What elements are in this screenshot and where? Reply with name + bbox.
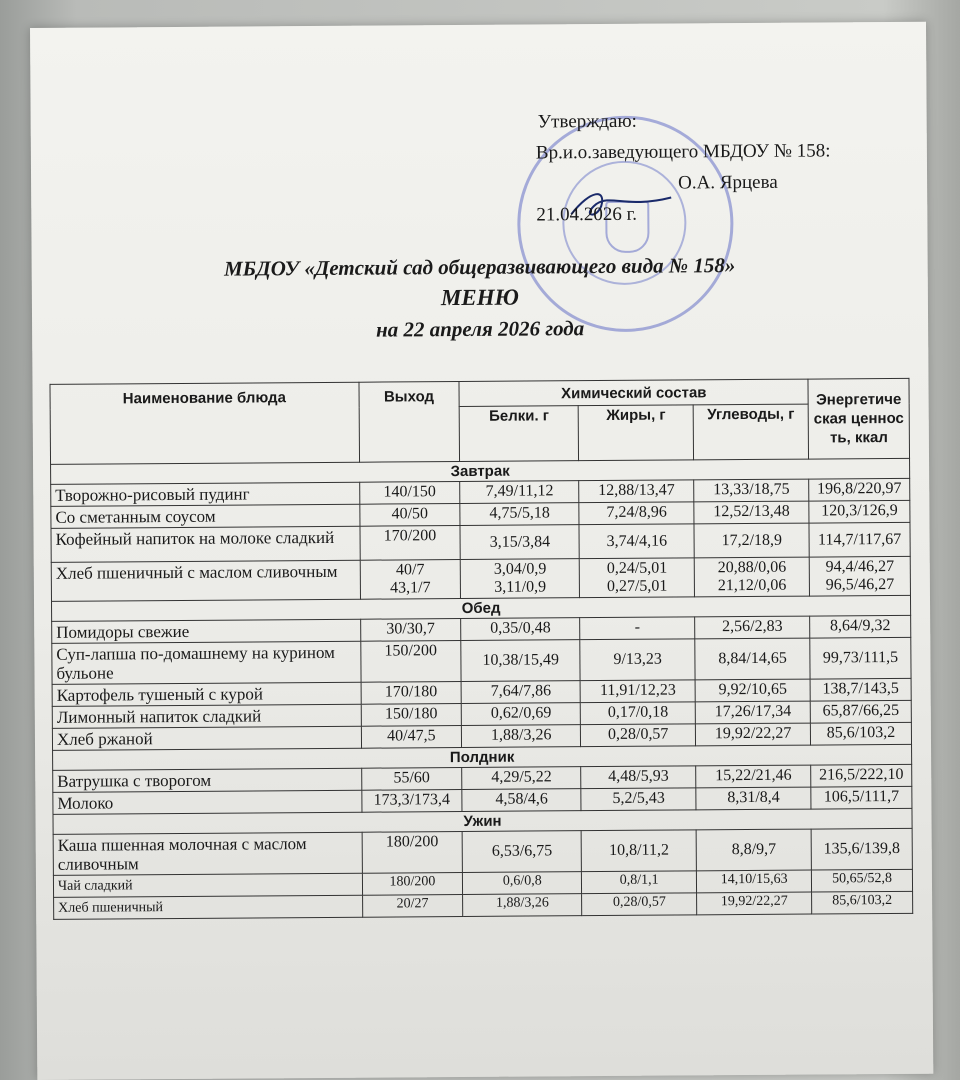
header-carbs: Углеводы, г: [693, 404, 808, 460]
cell-energy: 8,64/9,32: [810, 615, 911, 638]
cell-fat: 10,8/11,2: [581, 830, 696, 872]
approval-block: [536, 104, 831, 230]
cell-fat: 4,48/5,93: [581, 766, 696, 789]
cell-output: 170/180: [361, 682, 462, 705]
table-row: [54, 891, 913, 919]
approval-signer: О.А. Ярцева: [678, 171, 778, 194]
table-row: [53, 828, 912, 875]
cell-name: Лимонный напиток сладкий: [52, 704, 361, 728]
cell-name: Творожно-рисовый пудинг: [51, 482, 360, 506]
cell-carbs: 8,31/8,4: [696, 787, 811, 810]
cell-protein: 0,35/0,48: [461, 618, 580, 641]
cell-name: Чай сладкий: [53, 873, 362, 897]
cell-name: Молоко: [53, 790, 362, 814]
cell-output: 55/60: [361, 768, 462, 791]
cell-carbs: 19,92/22,27: [697, 892, 812, 915]
cell-output: 30/30,7: [360, 619, 461, 642]
cell-energy: 106,5/111,7: [811, 786, 912, 809]
cell-energy: 138,7/143,5: [810, 678, 911, 701]
approval-line2: Вр.и.о.заведующего МБДОУ № 158:: [535, 140, 831, 164]
cell-output: 180/200: [362, 832, 463, 874]
cell-name: Ватрушка с творогом: [53, 768, 362, 792]
cell-energy: 85,6/103,2: [810, 722, 911, 745]
cell-energy: 50,65/52,8: [812, 869, 913, 892]
cell-fat: 0,24/5,01 0,27/5,01: [579, 558, 694, 598]
cell-carbs: 17,2/18,9: [694, 523, 809, 558]
menu-table: [49, 378, 913, 920]
cell-energy: 114,7/117,67: [809, 522, 910, 557]
cell-output: 150/200: [360, 641, 461, 683]
cell-protein: 3,15/3,84: [460, 525, 579, 560]
cell-fat: 0,17/0,18: [581, 702, 696, 725]
menu-body: [51, 458, 913, 919]
cell-protein: 7,64/7,86: [461, 681, 580, 704]
cell-carbs: 12,52/13,48: [694, 501, 809, 524]
cell-energy: 85,6/103,2: [812, 891, 913, 914]
cell-carbs: 8,84/14,65: [695, 638, 810, 680]
cell-fat: 7,24/8,96: [579, 502, 694, 525]
cell-fat: 11,91/12,23: [580, 680, 695, 703]
header-protein: Белки. г: [459, 406, 578, 462]
cell-name: Хлеб ржаной: [52, 726, 361, 750]
cell-fat: 9/13,23: [580, 639, 695, 681]
header-energy: Энергетическая ценность, ккал: [808, 378, 909, 459]
cell-name: Хлеб пшеничный с маслом сливочным: [51, 560, 360, 601]
cell-carbs: 2,56/2,83: [695, 616, 810, 639]
cell-fat: 5,2/5,43: [581, 788, 696, 811]
header-output: Выход: [358, 382, 459, 463]
cell-name: Каша пшенная молочная с маслом сливочным: [53, 832, 362, 875]
cell-output: 40/47,5: [361, 726, 462, 749]
table-row: [51, 556, 910, 601]
cell-name: Кофейный напиток на молоке сладкий: [51, 526, 360, 562]
document-sheet: [30, 22, 933, 1080]
cell-name: Помидоры свежие: [52, 619, 361, 643]
cell-output: 173,3/173,4: [361, 790, 462, 813]
cell-energy: 99,73/111,5: [810, 637, 911, 679]
cell-energy: 65,87/66,25: [810, 700, 911, 723]
cell-protein: 1,88/3,26: [462, 725, 581, 748]
cell-name: Картофель тушеный с курой: [52, 682, 361, 706]
cell-energy: 135,6/139,8: [811, 828, 912, 870]
cell-protein: 3,04/0,9 3,11/0,9: [461, 559, 580, 599]
cell-carbs: 9,92/10,65: [695, 679, 810, 702]
cell-fat: 0,28/0,57: [581, 724, 696, 747]
cell-protein: 10,38/15,49: [461, 640, 580, 682]
cell-fat: 0,28/0,57: [582, 893, 697, 916]
cell-output: 150/180: [361, 704, 462, 727]
section-title: Завтрак: [51, 458, 910, 484]
org-title: МБДОУ «Детский сад общеразвивающего вида № 158»: [223, 253, 736, 281]
cell-energy: 120,3/126,9: [809, 500, 910, 523]
header-name: Наименование блюда: [50, 382, 359, 464]
cell-output: 180/200: [362, 872, 463, 895]
cell-fat: -: [580, 617, 695, 640]
menu-title: МЕНЮ: [440, 284, 519, 311]
section-title: Ужин: [53, 808, 912, 834]
cell-protein: 0,62/0,69: [462, 703, 581, 726]
cell-carbs: 17,26/17,34: [695, 701, 810, 724]
cell-name: Со сметанным соусом: [51, 504, 360, 528]
header-chem: Химический состав: [459, 379, 808, 406]
cell-protein: 7,49/11,12: [460, 481, 579, 504]
cell-energy: 94,4/46,27 96,5/46,27: [809, 556, 910, 596]
cell-fat: 12,88/13,47: [579, 480, 694, 503]
section-title: Обед: [52, 595, 911, 621]
cell-fat: 3,74/4,16: [579, 524, 694, 559]
cell-carbs: 8,8/9,7: [696, 829, 811, 871]
cell-carbs: 20,88/0,06 21,12/0,06: [694, 557, 809, 597]
cell-protein: 4,29/5,22: [462, 767, 581, 790]
cell-protein: 1,88/3,26: [463, 894, 582, 917]
cell-fat: 0,8/1,1: [582, 871, 697, 894]
cell-protein: 4,75/5,18: [460, 503, 579, 526]
cell-name: Хлеб пшеничный: [54, 895, 363, 919]
menu-date: на 22 апреля 2026 года: [375, 316, 585, 342]
cell-protein: 6,53/6,75: [462, 831, 581, 873]
cell-carbs: 15,22/21,46: [696, 765, 811, 788]
cell-carbs: 13,33/18,75: [694, 479, 809, 502]
approval-line1: Утверждаю:: [537, 110, 637, 133]
cell-output: 40/7 43,1/7: [360, 560, 461, 600]
cell-carbs: 19,92/22,27: [696, 723, 811, 746]
cell-output: 140/150: [359, 482, 460, 505]
section-title: Полдник: [53, 744, 912, 770]
cell-carbs: 14,10/15,63: [697, 870, 812, 893]
cell-output: 40/50: [359, 504, 460, 527]
approval-date: 21.04.2026 г.: [536, 203, 638, 226]
cell-protein: 0,6/0,8: [463, 872, 582, 895]
cell-energy: 216,5/222,10: [811, 764, 912, 787]
cell-name: Суп-лапша по-домашнему на курином бульоне: [52, 641, 361, 684]
cell-energy: 196,8/220,97: [809, 478, 910, 501]
cell-output: 170/200: [359, 526, 460, 561]
cell-output: 20/27: [362, 894, 463, 917]
cell-protein: 4,58/4,6: [462, 789, 581, 812]
header-fat: Жиры, г: [578, 405, 693, 461]
table-row: [52, 637, 911, 684]
